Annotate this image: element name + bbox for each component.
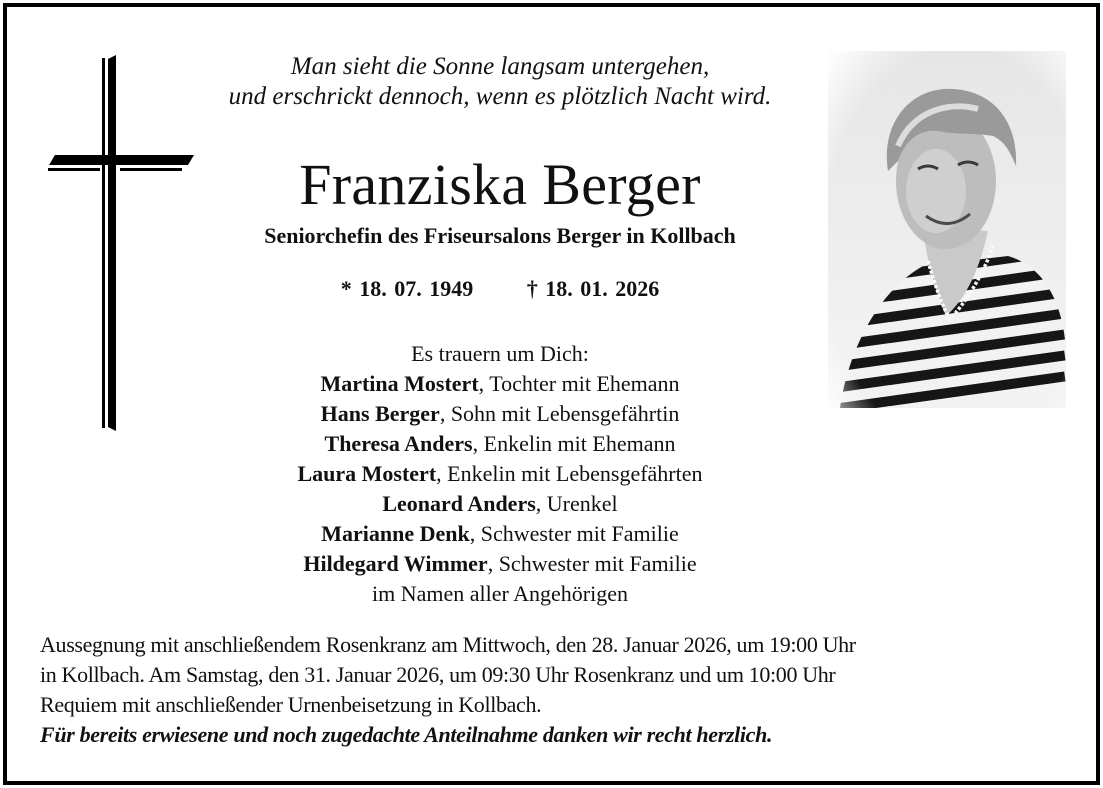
mourners-intro: Es trauern um Dich: (411, 341, 589, 366)
portrait-photo (828, 51, 1066, 408)
mourner-relation: , Sohn mit Lebensgefährtin (439, 401, 680, 426)
service-line: Aussegnung mit anschließendem Rosenkranz am Mittwoch, den 28. Januar 2026, um 19:00 Uhr (40, 632, 856, 657)
mourner-line (150, 369, 850, 399)
mourner-line (150, 429, 850, 459)
mourner-name: Leonard Anders (382, 491, 536, 516)
mourner-relation: , Schwester mit Familie (469, 521, 679, 546)
mourner-relation: , Tochter mit Ehemann (478, 371, 680, 396)
service-line: in Kollbach. Am Samstag, den 31. Januar 2026, um 09:30 Uhr Rosenkranz und um 10:00 Uhr (40, 662, 836, 687)
motto-line: und erschrickt dennoch, wenn es plötzlich Nacht wird. (228, 83, 772, 110)
mourner-relation: , Enkelin mit Lebensgefährten (436, 461, 703, 486)
mourner-line (150, 489, 850, 519)
mourner-relation: , Schwester mit Familie (487, 551, 697, 576)
mourner-name: Martina Mostert (320, 371, 479, 396)
service-info (40, 630, 1065, 750)
mourners-list (150, 339, 850, 609)
mourner-line (150, 459, 850, 489)
mourner-line (150, 549, 850, 579)
mourners-closing: im Namen aller Angehörigen (372, 581, 628, 606)
mourner-name: Hans Berger (320, 401, 440, 426)
mourner-name: Hildegard Wimmer (303, 551, 488, 576)
motto (150, 52, 850, 112)
motto-line: Man sieht die Sonne langsam untergehen, (290, 53, 710, 80)
mourner-line (150, 519, 850, 549)
deceased-name: Franziska Berger (299, 152, 701, 217)
deceased-role: Seniorchefin des Friseursalons Berger in Kollbach (264, 223, 736, 248)
mourner-name: Theresa Anders (324, 431, 473, 456)
life-dates (150, 275, 850, 303)
mourner-relation: , Urenkel (535, 491, 618, 516)
mourner-relation: , Enkelin mit Ehemann (472, 431, 676, 456)
mourner-name: Laura Mostert (297, 461, 437, 486)
thanks-line: Für bereits erwiesene und noch zugedachte Anteilnahme danken wir recht herzlich. (40, 722, 773, 747)
death-date: † 18. 01. 2026 (526, 276, 660, 301)
mourner-line (150, 399, 850, 429)
mourner-name: Marianne Denk (321, 521, 470, 546)
birth-date: * 18. 07. 1949 (340, 276, 474, 301)
service-line: Requiem mit anschließender Urnenbeisetzung in Kollbach. (40, 692, 542, 717)
